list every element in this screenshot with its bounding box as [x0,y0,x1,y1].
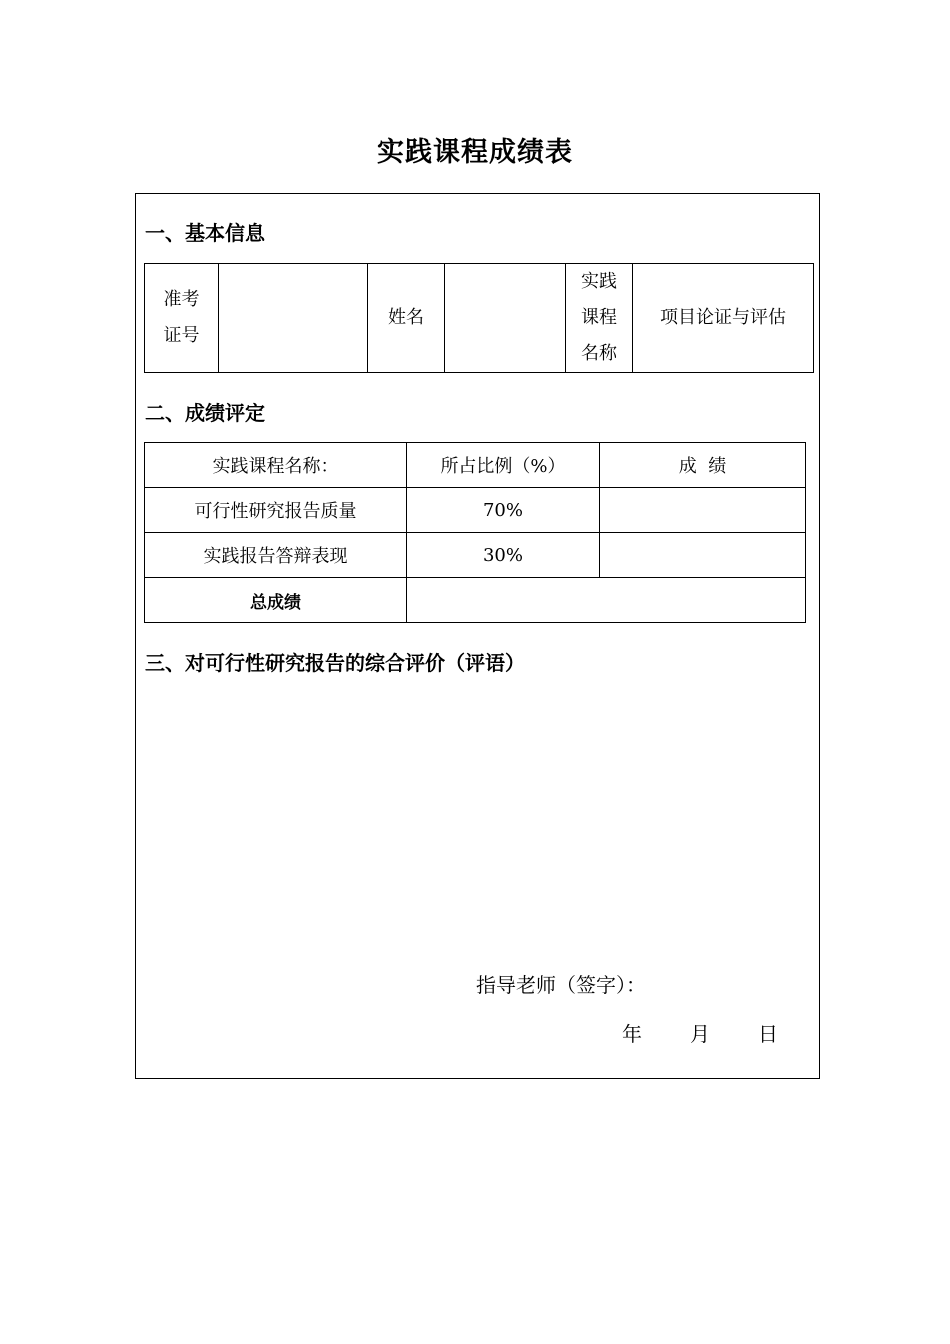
table-row [145,533,806,578]
grades-table [144,442,806,623]
grade-score-field[interactable] [600,488,806,533]
total-score-field[interactable] [407,578,806,623]
section-basic-info-heading: 一、基本信息 [145,221,265,245]
page-title: 实践课程成绩表 [377,137,573,168]
advisor-signature-label: 指导老师（签字）： [476,973,646,997]
grade-ratio: 70% [407,488,600,533]
exam-id-field[interactable] [219,264,368,373]
section-comment-heading: 三、对可行性研究报告的综合评价（评语） [145,651,525,675]
name-field[interactable] [445,264,566,373]
header-ratio: 所占比例（%） [407,443,600,488]
total-score-label: 总成绩 [145,578,407,623]
date-month-label: 月 [690,1022,710,1046]
header-course-name: 实践课程名称： [145,443,407,488]
date-year-label: 年 [622,1022,642,1046]
course-name-label: 实践 课程 名称 [566,264,633,373]
basic-info-table [144,263,814,373]
grade-ratio: 30% [407,533,600,578]
table-row [145,488,806,533]
grade-item: 实践报告答辩表现 [145,533,407,578]
total-row [145,578,806,623]
course-name-value: 项目论证与评估 [633,264,814,373]
header-score: 成 绩 [600,443,806,488]
exam-id-label: 准考 证号 [145,264,219,373]
grade-item: 可行性研究报告质量 [145,488,407,533]
comment-area[interactable] [145,685,810,955]
grade-score-field[interactable] [600,533,806,578]
date-day-label: 日 [758,1022,778,1046]
grades-header-row [145,443,806,488]
section-grading-heading: 二、成绩评定 [145,401,265,425]
name-label: 姓名 [368,264,445,373]
